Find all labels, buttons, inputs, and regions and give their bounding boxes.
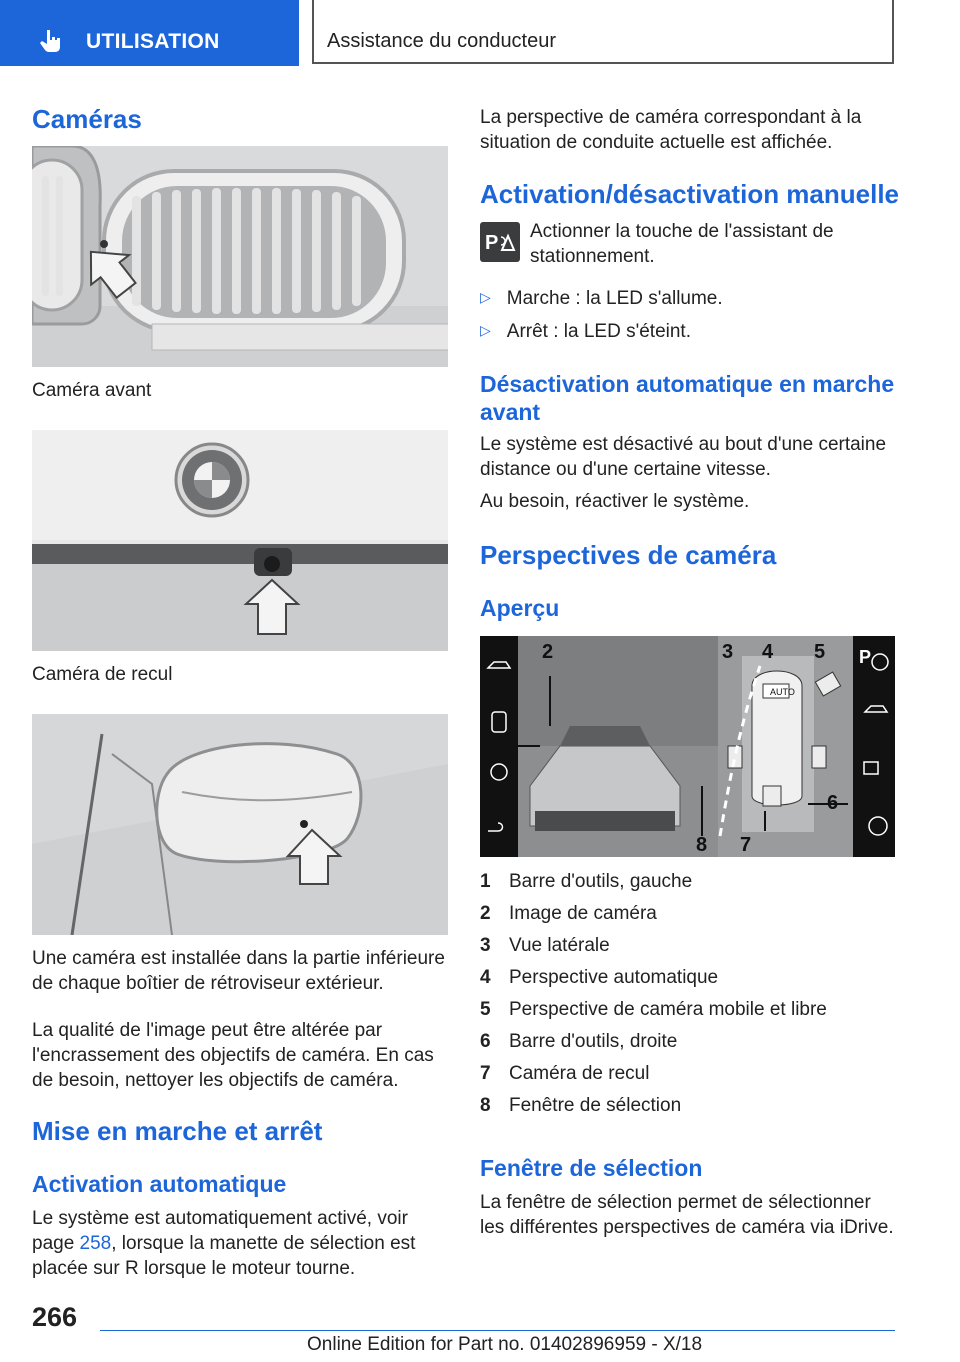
- header-tab[interactable]: [0, 0, 299, 66]
- heading-auto-deactivation: Désactivation automatique en marche avant: [480, 371, 895, 425]
- legend-label: Fenêtre de sélection: [509, 1095, 682, 1116]
- rear-camera-photo: [32, 430, 448, 651]
- heading-manual-activation: Activation/désactivation manuelle: [480, 179, 900, 209]
- bullet-off: [480, 321, 691, 343]
- section-title: Assistance du conducteur: [327, 30, 557, 52]
- heading-selection-window: Fenêtre de sélection: [480, 1155, 703, 1181]
- heading-activation-automatique: Activation automatique: [32, 1171, 287, 1197]
- bullet-on: [480, 288, 723, 310]
- svg-text:P: P: [485, 232, 499, 254]
- triangle-bullet-icon: ▷: [480, 289, 491, 305]
- screen-label-2: 2: [542, 641, 554, 663]
- legend-number: 4: [480, 967, 491, 988]
- auto-badge: AUTO: [770, 687, 795, 697]
- caption-rear-camera: Caméra de recul: [32, 664, 173, 685]
- bullet-on-text: Marche : la LED s'allume.: [506, 288, 723, 309]
- para-auto-text-1: Le système est automatiquement activé, voir page: [32, 1208, 408, 1254]
- screen-label-7: 7: [740, 834, 752, 856]
- screen-label-3: 3: [722, 641, 734, 663]
- legend-label: Barre d'outils, gauche: [509, 871, 693, 892]
- legend-number: 7: [480, 1063, 491, 1084]
- legend-number: 5: [480, 999, 491, 1020]
- screen-label-8: 8: [696, 834, 708, 856]
- legend-number: 1: [480, 871, 491, 892]
- heading-cameras: Caméras: [32, 104, 142, 134]
- para-selection-window: La fenêtre de sélection permet de sélectionner les différentes perspectives de caméra via iDrive.: [480, 1192, 894, 1238]
- para-auto-text-2: , lorsque la manette de sélection est placée sur R lorsque le moteur tourne.: [32, 1233, 416, 1279]
- page-link-258[interactable]: 258: [79, 1233, 112, 1254]
- page-number: 266: [32, 1302, 78, 1332]
- camera-screen-overview: [480, 636, 895, 857]
- heading-mise-en-marche: Mise en marche et arrêt: [32, 1116, 323, 1146]
- screen-label-5: 5: [814, 641, 826, 663]
- caption-front-camera: Caméra avant: [32, 380, 152, 401]
- legend-label: Image de caméra: [509, 903, 657, 924]
- manual-activation-text: Actionner la touche de l'assistant de stationnement.: [530, 221, 834, 267]
- bullet-off-text: Arrêt : la LED s'éteint.: [506, 321, 691, 342]
- legend-label: Caméra de recul: [509, 1063, 650, 1084]
- para-deactivation: Le système est désactivé au bout d'une certaine distance ou d'une certaine vitesse.: [480, 434, 887, 480]
- triangle-bullet-icon: ▷: [480, 322, 491, 338]
- hand-pointer-icon: [38, 28, 64, 54]
- footer-divider: [100, 1330, 895, 1331]
- heading-camera-perspectives: Perspectives de caméra: [480, 540, 777, 570]
- para-perspective: La perspective de caméra correspondant à la situation de conduite actuelle est affichée.: [480, 107, 862, 153]
- legend-number: 8: [480, 1095, 491, 1116]
- legend-label: Perspective automatique: [509, 967, 719, 988]
- heading-apercu: Aperçu: [480, 595, 560, 621]
- legend-number: 6: [480, 1031, 491, 1052]
- parking-assistant-button-icon: [480, 222, 520, 262]
- footer-edition: Online Edition for Part no. 01402896959 - X/18: [307, 1334, 703, 1355]
- section-header: [312, 0, 894, 64]
- legend-number: 3: [480, 935, 491, 956]
- screen-label-6: 6: [827, 792, 839, 814]
- para-activation-auto: [32, 1206, 448, 1281]
- para-image-quality: La qualité de l'image peut être altérée par l'encrassement des objectifs de caméra. En cas de besoin, nettoyer les objectifs de caméra.: [32, 1020, 434, 1091]
- screen-label-4: 4: [762, 641, 774, 663]
- tab-label: UTILISATION: [86, 30, 220, 53]
- legend-label: Perspective de caméra mobile et libre: [509, 999, 827, 1020]
- svg-text:P: P: [859, 647, 872, 667]
- legend-label: Vue latérale: [509, 935, 610, 956]
- mirror-camera-photo: [32, 714, 448, 935]
- para-mirror-cameras: Une caméra est installée dans la partie inférieure de chaque boîtier de rétroviseur extérieur.: [32, 948, 445, 994]
- legend-number: 2: [480, 903, 491, 924]
- front-camera-photo: [32, 146, 448, 367]
- para-reactivate: Au besoin, réactiver le système.: [480, 491, 750, 512]
- screen-label-1: 1: [488, 641, 500, 663]
- legend-label: Barre d'outils, droite: [509, 1031, 678, 1052]
